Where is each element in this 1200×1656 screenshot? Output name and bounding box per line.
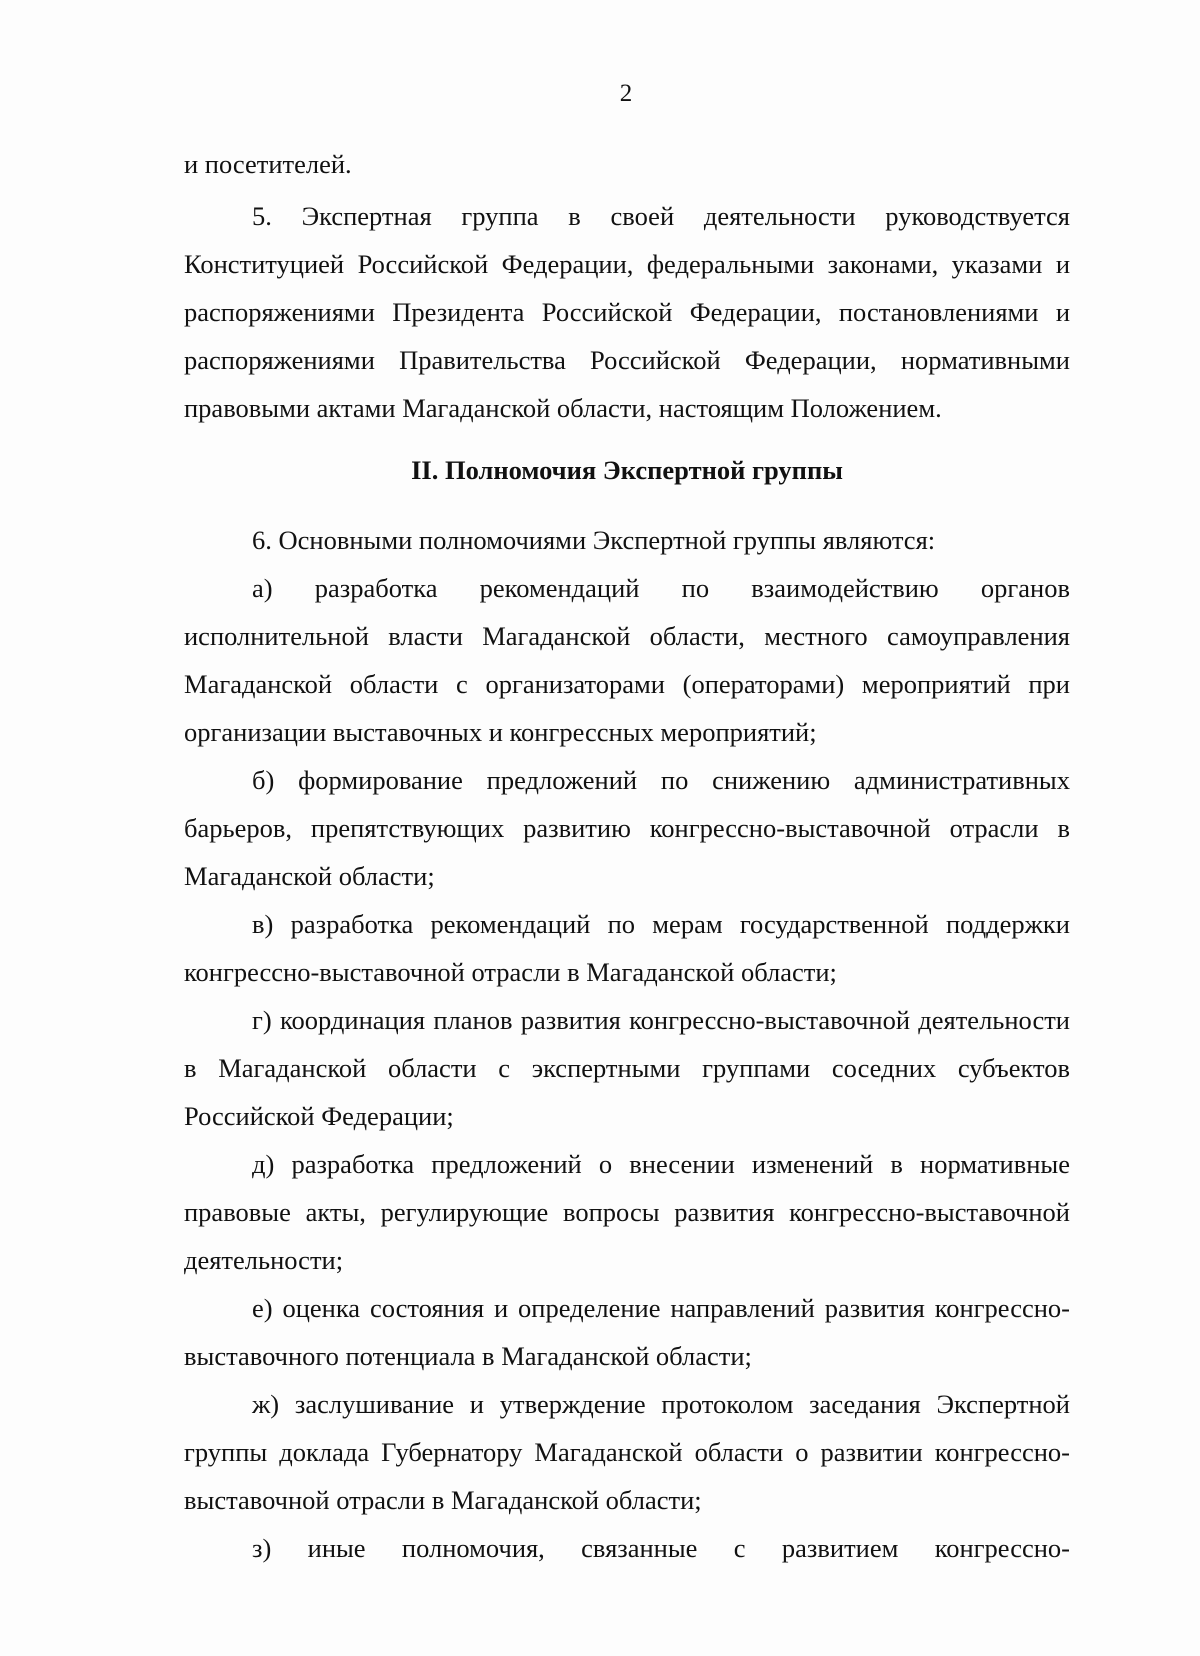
list-item-zh: ж) заслушивание и утверждение протоколом заседания Экспертной группы доклада Губернатору Магаданской области о развитии конгрессно-выставочной отрасли в Магаданской области;: [184, 1389, 1070, 1515]
list-item-b: б) формирование предложений по снижению административных барьеров, препятствующих развитию конгрессно-выставочной отрасли в Магаданской области;: [184, 765, 1070, 891]
list-item-e: е) оценка состояния и определение направлений развития конгрессно-выставочного потенциала в Магаданской области;: [184, 1293, 1070, 1371]
list-item-v: в) разработка рекомендаций по мерам государственной поддержки конгрессно-выставочной отрасли в Магаданской области;: [184, 909, 1070, 987]
document-body: [184, 140, 1070, 1572]
page-number: 2: [619, 80, 633, 107]
paragraph-6-intro: 6. Основными полномочиями Экспертной группы являются:: [252, 525, 936, 555]
paragraph-continuation: и посетителей.: [184, 149, 352, 179]
section-heading: II. Полномочия Экспертной группы: [411, 455, 843, 485]
list-item-d: д) разработка предложений о внесении изменений в нормативные правовые акты, регулирующие вопросы развития конгрессно-выставочной деятельности;: [184, 1149, 1070, 1275]
paragraph-5: 5. Экспертная группа в своей деятельности руководствуется Конституцией Российской Федерации, федеральными законами, указами и распоряжениями Президента Российской Федерации, постановлениями и распоряжениями Правительства Российской Федерации, нормативными правовыми актами Магаданской области, настоящим Положением.: [184, 201, 1070, 423]
list-item-g: г) координация планов развития конгрессно-выставочной деятельности в Магаданской области с экспертными группами соседних субъектов Российской Федерации;: [184, 1005, 1070, 1131]
list-item-a: а) разработка рекомендаций по взаимодействию органов исполнительной власти Магаданской области, местного самоуправления Магаданской области с организаторами (операторами) мероприятий при организации выставочных и конгрессных мероприятий;: [184, 573, 1070, 747]
list-item-z: з) иные полномочия, связанные с развитием конгрессно-: [252, 1533, 1070, 1563]
